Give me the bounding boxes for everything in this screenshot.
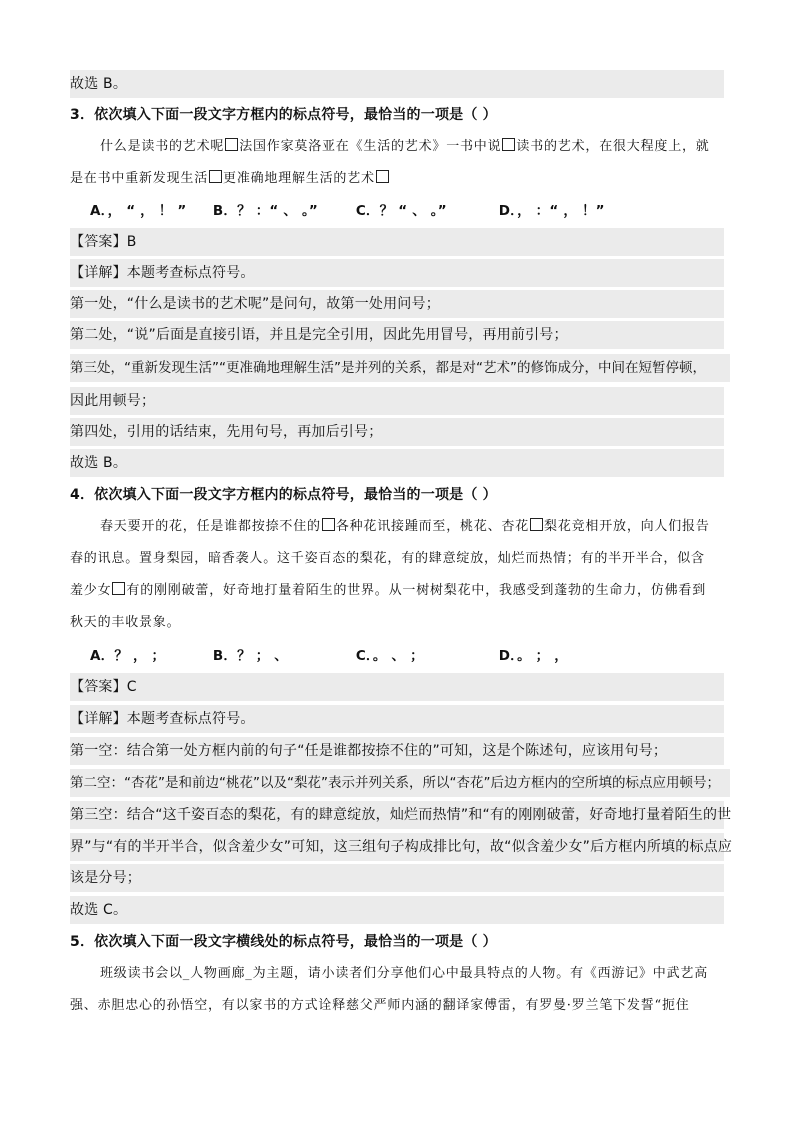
- explanation-line: 界”与“有的半开半合，似含羞少女”可知，这三组句子构成排比句，故“似含羞少女”后方框内所填的标点应: [70, 833, 724, 861]
- question-5-stem: 5．依次填入下面一段文字横线处的标点符号，最恰当的一项是（ ）: [70, 934, 497, 950]
- conclusion-line: 故选 B。: [70, 449, 724, 477]
- conclusion-line: 故选 C。: [70, 896, 724, 924]
- passage-line: 什么是读书的艺术呢 法国作家莫洛亚在《生活的艺术》一书中说 读书的艺术，在很大程度上，就: [100, 139, 710, 154]
- conclusion-line: 故选 B。: [70, 70, 724, 98]
- explanation-line: 第二空：“杏花”是和前边“桃花”以及“梨花”表示并列关系，所以“杏花”后边方框内的空所填的标点应用顿号；: [70, 769, 730, 797]
- options-row: [90, 197, 744, 225]
- option-a: A．？ ， ；: [90, 648, 166, 664]
- option-d: D．。 ； ，: [498, 648, 568, 664]
- option-c: C．。 、 ；: [355, 648, 424, 664]
- answer-label: 【答案】C: [70, 673, 724, 701]
- blank-box: [209, 170, 222, 183]
- explanation-label: 【详解】本题考查标点符号。: [70, 259, 724, 287]
- explanation-line: 该是分号；: [70, 864, 724, 892]
- option-b: B．？ ； 、: [212, 648, 288, 664]
- passage-line: 春天要开的花，任是谁都按捺不住的 各种花讯接踵而至，桃花、杏花 梨花竞相开放，向人们报告: [100, 519, 710, 534]
- explanation-line: 第三空：结合“这千姿百态的梨花，有的肆意绽放，灿烂而热情”和“有的刚刚破蕾，好奇地打量着陌生的世: [70, 801, 724, 829]
- blank-box: [225, 138, 238, 151]
- answer-label: 【答案】B: [70, 228, 724, 256]
- option-a: A．， “ ， ！ ”: [90, 203, 187, 219]
- passage-line: 羞少女 有的刚刚破蕾，好奇地打量着陌生的世界。从一树树梨花中，我感受到蓬勃的生命力，仿佛看到: [70, 583, 707, 598]
- passage-line: 春的讯息。置身梨园，暗香袭人。这千姿百态的梨花，有的肆意绽放，灿烂而热情；有的半开半合，似含: [70, 551, 705, 566]
- option-b: B．？ ：“ 、 。”: [212, 203, 318, 219]
- blank-box: [112, 582, 125, 595]
- blank-box: [502, 138, 515, 151]
- explanation-line: 第一空：结合第一处方框内前的句子“任是谁都按捺不住的”可知，这是个陈述句，应该用句号；: [70, 737, 724, 765]
- option-c: C．？ “ 、 。”: [355, 203, 447, 219]
- explanation-line: 第二处，“说”后面是直接引语，并且是完全引用，因此先用冒号，再用前引号；: [70, 321, 724, 349]
- blank-box: [376, 170, 389, 183]
- option-d: D．， ：“ ， ！”: [498, 203, 605, 219]
- explanation-label: 【详解】本题考查标点符号。: [70, 705, 724, 733]
- blank-box: [530, 518, 543, 531]
- passage-line: 秋天的丰收景象。: [70, 615, 181, 630]
- explanation-line: 第三处，“重新发现生活”“更准确地理解生活”是并列的关系，都是对“艺术”的修饰成分，中间在短暂停顿，: [70, 354, 730, 382]
- question-3-stem: 3．依次填入下面一段文字方框内的标点符号，最恰当的一项是（ ）: [70, 107, 497, 123]
- explanation-line: 第一处，“什么是读书的艺术呢”是问句，故第一处用问号；: [70, 290, 724, 318]
- passage-line: 班级读书会以_人物画廊_为主题，请小读者们分享他们心中最具特点的人物。有《西游记》中武艺高: [100, 966, 709, 981]
- passage-line: 强、赤胆忠心的孙悟空，有以家书的方式诠释慈父严师内涵的翻译家傅雷，有罗曼·罗兰笔下发誓“扼住: [70, 998, 690, 1013]
- question-4-stem: 4．依次填入下面一段文字方框内的标点符号，最恰当的一项是（ ）: [70, 487, 497, 503]
- options-row: [90, 642, 744, 670]
- explanation-line: 第四处，引用的话结束，先用句号，再加后引号；: [70, 418, 724, 446]
- explanation-line: 因此用顿号；: [70, 387, 724, 415]
- passage-line: 是在书中重新发现生活 更准确地理解生活的艺术: [70, 165, 724, 193]
- blank-box: [322, 518, 335, 531]
